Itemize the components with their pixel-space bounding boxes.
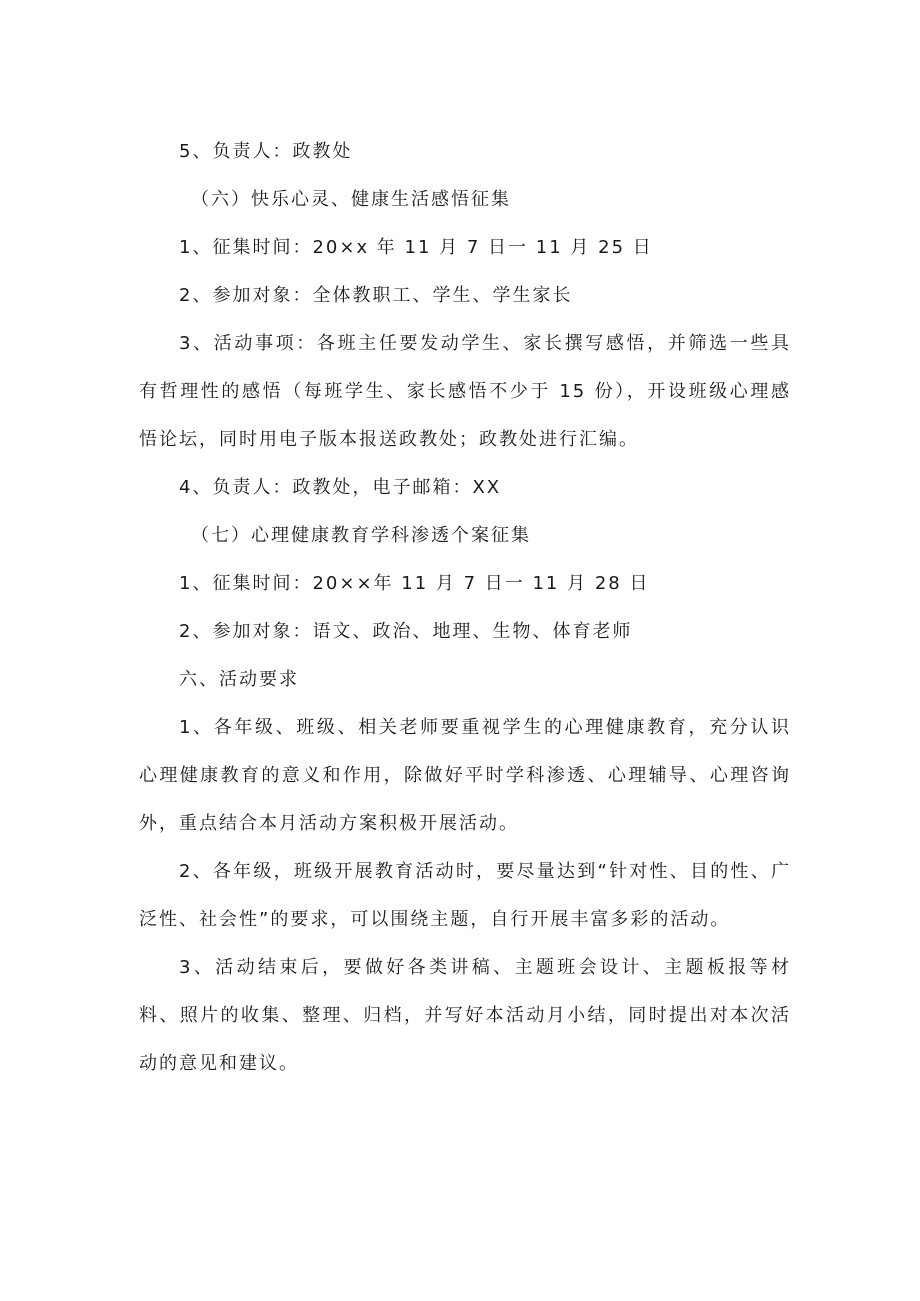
paragraph-activity-items: 3、活动事项：各班主任要发动学生、家长撰写感悟，并筛选一些具有哲理性的感悟（每班学生、家长感悟不少于 15 份），开设班级心理感悟论坛，同时用电子版本报送政教处；政教处进行汇编。 (139, 333, 791, 450)
paragraph-requirement-3: 3、活动结束后，要做好各类讲稿、主题班会设计、主题板报等材料、照片的收集、整理、归档，并写好本活动月小结，同时提出对本次活动的意见和建议。 (139, 957, 791, 1074)
paragraph-collection-time-2: 1、征集时间：20××年 11 月 7 日一 11 月 28 日 (179, 573, 650, 594)
paragraph-participants: 2、参加对象：全体教职工、学生、学生家长 (179, 285, 573, 306)
paragraph-responsible-person: 5、负责人：政教处 (179, 141, 353, 162)
paragraph-requirement-2: 2、各年级，班级开展教育活动时，要尽量达到“针对性、目的性、广泛性、社会性”的要求，可以围绕主题，自行开展丰富多彩的活动。 (139, 861, 791, 930)
paragraph-responsible-email: 4、负责人：政教处，电子邮箱：XX (179, 477, 502, 498)
paragraph-collection-time: 1、征集时间：20×x 年 11 月 7 日一 11 月 25 日 (179, 237, 653, 258)
section-heading-seven: （七）心理健康教育学科渗透个案征集 (191, 525, 531, 546)
section-heading-requirements: 六、活动要求 (179, 669, 299, 690)
document-body (139, 128, 791, 1088)
section-heading-six: （六）快乐心灵、健康生活感悟征集 (191, 189, 511, 210)
paragraph-participants-2: 2、参加对象：语文、政治、地理、生物、体育老师 (179, 621, 633, 642)
paragraph-requirement-1: 1、各年级、班级、相关老师要重视学生的心理健康教育，充分认识心理健康教育的意义和作用，除做好平时学科渗透、心理辅导、心理咨询外，重点结合本月活动方案积极开展活动。 (139, 717, 791, 834)
